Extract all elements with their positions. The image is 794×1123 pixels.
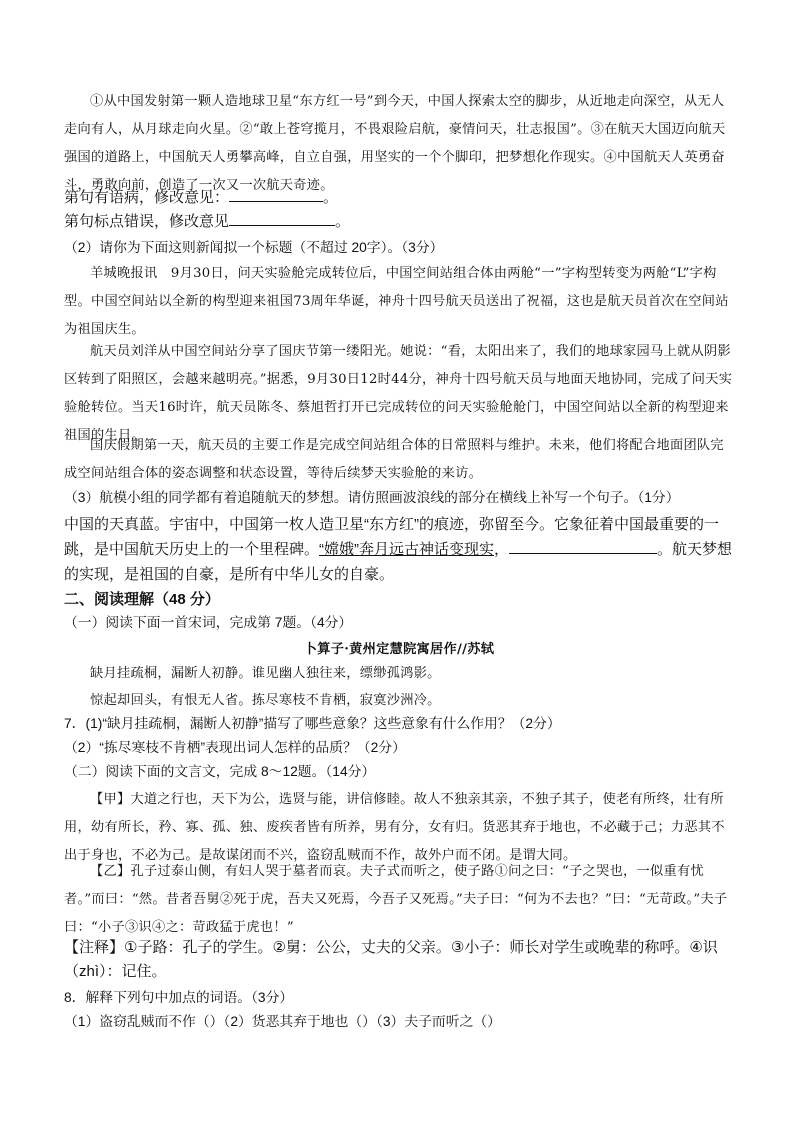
poem-text: 缺月挂疏桐，漏断人初静。谁见幽人独往来，缥缈孤鸿影。 — [90, 666, 441, 681]
answer-blank[interactable] — [229, 186, 323, 202]
question-text: （1）盗窃乱贼而不作（）（2）货恶其弃于地也（）（3）夫子而听之（） — [64, 1014, 501, 1029]
sentence-passage — [64, 88, 734, 200]
question-headline — [64, 236, 734, 260]
section-heading-text: 二、阅读理解（48 分） — [64, 591, 220, 608]
answer-line-grammar — [64, 186, 734, 210]
poem-text: 惊起却回头，有恨无人省。拣尽寒枝不肯栖，寂寞沙洲冷。 — [90, 693, 441, 708]
question-text: 7．(1)“缺月挂疏桐，漏断人初静”描写了哪些意象？这些意象有什么作用？（2分） — [64, 716, 561, 731]
annotation — [64, 936, 734, 984]
section-heading — [64, 588, 734, 612]
question-text: （3）航模小组的同学都有着追随航天的梦想。请仿照画波浪线的部分在横线上补写一个句子。（1分） — [64, 490, 680, 505]
poem-intro — [64, 611, 734, 635]
answer-label: 第 — [64, 213, 80, 230]
classical-intro — [64, 760, 734, 784]
passage-text: ①从中国发射第一颗人造地球卫星“东方红一号”到今天，中国人探索太空的脚步，从近地走向深空，从无人走向有人，从月球走向火星。②“敢上苍穹揽月，不畏艰险启航，豪情问天，壮志报国”。③在航天大国迈向航天强国的道路上，中国航天人勇攀高峰，自立自强，用坚实的一个个脚印，把梦想化作现实。④中国航天人英勇奋斗，勇敢向前，创造了一次又一次航天奇迹。 — [64, 94, 726, 193]
intro-text: （一）阅读下面一首宋词，完成第 7题。（4分） — [64, 615, 353, 630]
answer-line-punctuation — [64, 210, 734, 234]
poem-line-1 — [64, 660, 734, 688]
classical-text: 【甲】大道之行也，天下为公，选贤与能，讲信修睦。故人不独亲其亲，不独子其子，使老有所终，壮有所用，幼有所长，矜、寡、孤、独、废疾者皆有所养，男有分，女有归。货恶其弃于地也，不必藏于己；力恶其不出于身也，不必为己。是故谋闭而不兴，盗窃乱贼而不作，故外户而不闭。是谓大同。 — [64, 792, 725, 863]
imitation-text: 中国的天真蓝。宇宙中，中国第一枚人造卫星“东方红”的痕迹，弥留至今。它象征着中国最重要的一跳，是中国航天历史上的一个里程碑。 — [64, 516, 719, 558]
imitation-text: ， — [494, 541, 510, 558]
poem-line-2 — [64, 687, 734, 715]
question-text: （2）“拣尽寒枝不肯栖”表现出词人怎样的品质？（2分） — [64, 740, 406, 755]
question-text: 8．解释下列句中加点的词语。（3分） — [64, 990, 294, 1005]
news-text: 羊城晚报讯 9月30日，问天实验舱完成转位后，中国空间站组合体由两舱“一”字构型转变为两舱“L”字构型。中国空间站以全新的构型迎来祖国73周年华诞，神舟十四号航天员送出了祝福，这也是航天员首次在空间站为祖国庆生。 — [64, 266, 729, 337]
news-text: 航天员刘洋从中国空间站分享了国庆节第一缕阳光。她说：“看，太阳出来了，我们的地球家园马上就从阴影区转到了阳照区，会越来越明亮。”据悉，9月30日12时44分，神舟十四号航天员与地面天地协同，完成了问天实验舱转位。当天16时许，航天员陈冬、蔡旭哲打开已完成转位的问天实验舱舱门，中国空间站以全新的构型迎来祖国的生日。 — [64, 344, 733, 443]
classical-text-yi — [64, 858, 734, 942]
question-8-items — [64, 1010, 734, 1034]
question-text: （2）请你为下面这则新闻拟一个标题（不超过 20字）。（3分） — [64, 240, 444, 255]
question-7-2 — [64, 736, 734, 760]
news-text: 国庆假期第一天，航天员的主要工作是完成空间站组合体的日常照料与维护。未来，他们将配合地面团队完成空间站组合体的姿态调整和状态设置，等待后续梦天实验舱的来访。 — [64, 438, 724, 481]
news-paragraph-1 — [64, 260, 734, 344]
imitation-passage — [64, 512, 734, 587]
question-imitation — [64, 486, 734, 510]
answer-label: 。 — [323, 189, 339, 206]
classical-text: 【乙】孔子过泰山侧，有妇人哭于墓者而哀。夫子式而听之，使子路①问之曰：“子之哭也，一似重有忧者。”而曰：“然。昔者吾舅②死于虎，吾夫又死焉，今吾子又死焉。”夫子曰：“何为不去也？”曰：“无苛政。”夫子曰：“小子③识④之：苛政猛于虎也！” — [64, 864, 728, 935]
answer-label: 句有语病，修改意见： — [79, 189, 230, 206]
answer-label: 第 — [64, 189, 80, 206]
answer-label: 。 — [335, 213, 351, 230]
answer-blank[interactable] — [229, 210, 335, 226]
poem-title-text: 卜算子·黄州定慧院寓居作//苏轼 — [303, 642, 495, 657]
imitation-answer-blank[interactable] — [509, 538, 657, 554]
question-7-1 — [64, 712, 734, 736]
answer-label: 句标点错误，修改意见 — [79, 213, 230, 230]
news-paragraph-3 — [64, 432, 734, 488]
question-8 — [64, 986, 734, 1010]
imitation-text: 。航天梦想的实现，是祖国的自豪，是所有中华儿女的自豪。 — [64, 541, 733, 583]
wavy-underlined-sentence: “嫦娥”奔月远古神话变现实 — [319, 541, 495, 558]
annotation-text: 【注释】①子路：孔子的学生。②舅：公公，丈夫的父亲。③小子：师长对学生或晚辈的称呼。④识（zhì）：记住。 — [64, 939, 718, 980]
intro-text: （二）阅读下面的文言文，完成 8～12题。（14分） — [64, 764, 376, 779]
